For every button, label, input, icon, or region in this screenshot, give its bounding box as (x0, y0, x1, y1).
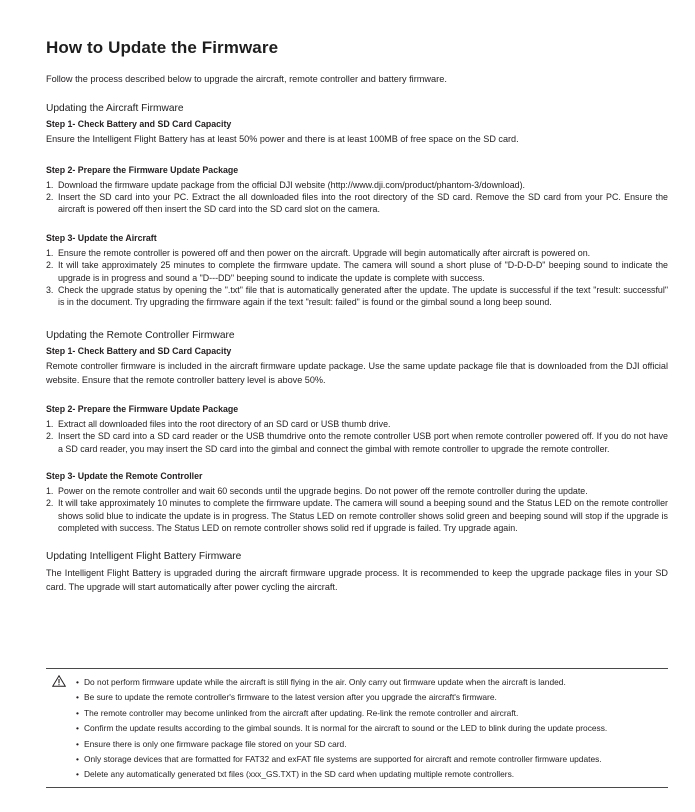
aircraft-step2-title: Step 2- Prepare the Firmware Update Package (46, 164, 239, 175)
list-item: 1. Ensure the remote controller is powered off and then power on the aircraft. Upgrade will begin automatically after aircraft is powered on. (46, 247, 591, 258)
page-title: How to Update the Firmware (46, 38, 279, 57)
document (46, 38, 668, 595)
list-item: 1. Extract all downloaded files into the root directory of an SD card or USB thumb drive. (46, 418, 391, 429)
list-item: • Be sure to update the remote controller's firmware to the latest version after you upgrade the aircraft's firmware. (76, 692, 497, 703)
list-item: 2. Insert the SD card into a SD card reader or the USB thumdrive onto the remote controller USB port when remote controller powered off. If you do not have a SD card reader, you may insert the SD card into the gimbal and connect the gimbal with remote controller to upgrade the remote controller. (46, 431, 668, 454)
aircraft-step1-title: Step 1- Check Battery and SD Card Capacity (46, 119, 232, 129)
battery-section (46, 550, 668, 595)
list-item: • Delete any automatically generated txt files (xxx_GS.TXT) in the SD card when updating multiple remote controllers. (76, 769, 515, 780)
notes-list (46, 675, 668, 783)
remote-step3-title: Step 3- Update the Remote Controller (46, 470, 203, 481)
list-item: 1. Download the firmware update package from the official DJI website (http://www.dji.com/product/phantom-3/download). (46, 179, 525, 190)
list-item: 2. It will take approximately 10 minutes to complete the firmware update. The camera will sound a beeping sound and the Status LED on the remote controller shows solid blue to indicate the update is in progress. The Status LED on remote controller shows solid green and beeping sound will stop if the upgrade is completed with success. The Status LED on remote controller shows solid red if upgrade is failed. Try upgrade again. (46, 498, 668, 534)
aircraft-step1-text: Ensure the Intelligent Flight Battery has at least 50% power and there is at least 100MB of free space on the SD card. (46, 134, 519, 144)
remote-heading: Updating the Remote Controller Firmware (46, 329, 235, 341)
aircraft-heading: Updating the Aircraft Firmware (46, 103, 184, 114)
list-item: 2. It will take approximately 25 minutes to complete the firmware update. The camera will sound a short pluse of "D-D-D-D" beeping sound to indicate the upgrade is in progress and sound a "D---DD" beeping sound to indicate the update is complete with success. (46, 260, 668, 283)
list-item: 3. Check the upgrade status by opening the ".txt" file that is automatically generated after the update. The update is successful if the text "result: successful" is in the document. Try upgrading the firmware again if the text "result: failed" is found or the gimbal sound a long beep sound. (46, 284, 668, 308)
list-item: • Do not perform firmware update while the aircraft is still flying in the air. Only carry out firmware update when the aircraft is landed. (76, 677, 566, 687)
remote-step1-text: Remote controller firmware is included in the aircraft firmware update package. Use the same update package file that is downloaded from the DJI official website. Ensure that the remote controller battery level is above 50%. (46, 360, 668, 386)
aircraft-step3-list (46, 247, 668, 309)
remote-section (46, 329, 668, 535)
list-item: • Only storage devices that are formatted for FAT32 and exFAT file systems are supported for aircraft and remote controller firmware updates. (76, 754, 602, 765)
remote-step1-title: Step 1- Check Battery and SD Card Capacity (46, 345, 232, 356)
list-item: • The remote controller may become unlinked from the aircraft after updating. Re-link the remote controller and aircraft. (76, 707, 519, 718)
aircraft-step2-list (46, 179, 668, 216)
remote-step3-list (46, 485, 668, 535)
list-item: 2. Insert the SD card into your PC. Extract the all downloaded files into the root directory of the SD card. Remove the SD card from your PC. Ensure the aircraft is powered off then insert the SD card into the SD card slot on the camera. (46, 191, 668, 215)
list-item: • Confirm the update results according to the gimbal sounds. It is normal for the aircraft to sound or the LED to blink during the update process. (76, 723, 608, 734)
aircraft-step3-title: Step 3- Update the Aircraft (46, 232, 157, 243)
aircraft-section (46, 102, 668, 309)
remote-step2-title: Step 2- Prepare the Firmware Update Package (46, 403, 239, 414)
remote-step2-list (46, 418, 668, 455)
battery-heading: Updating Intelligent Flight Battery Firmware (46, 550, 242, 562)
intro-text: Follow the process described below to upgrade the aircraft, remote controller and battery firmware. (46, 74, 447, 84)
battery-text: The Intelligent Flight Battery is upgraded during the aircraft firmware upgrade process. It is recommended to keep the upgrade package files in your SD card. The upgrade will start automatically after power cycling the aircraft. (46, 567, 668, 593)
notes-box (46, 668, 668, 788)
warning-icon (52, 675, 66, 687)
list-item: • Ensure there is only one firmware package file stored on your SD card. (76, 738, 347, 749)
list-item: 1. Power on the remote controller and wait 60 seconds until the upgrade begins. Do not power off the remote controller during the update. (46, 485, 588, 496)
